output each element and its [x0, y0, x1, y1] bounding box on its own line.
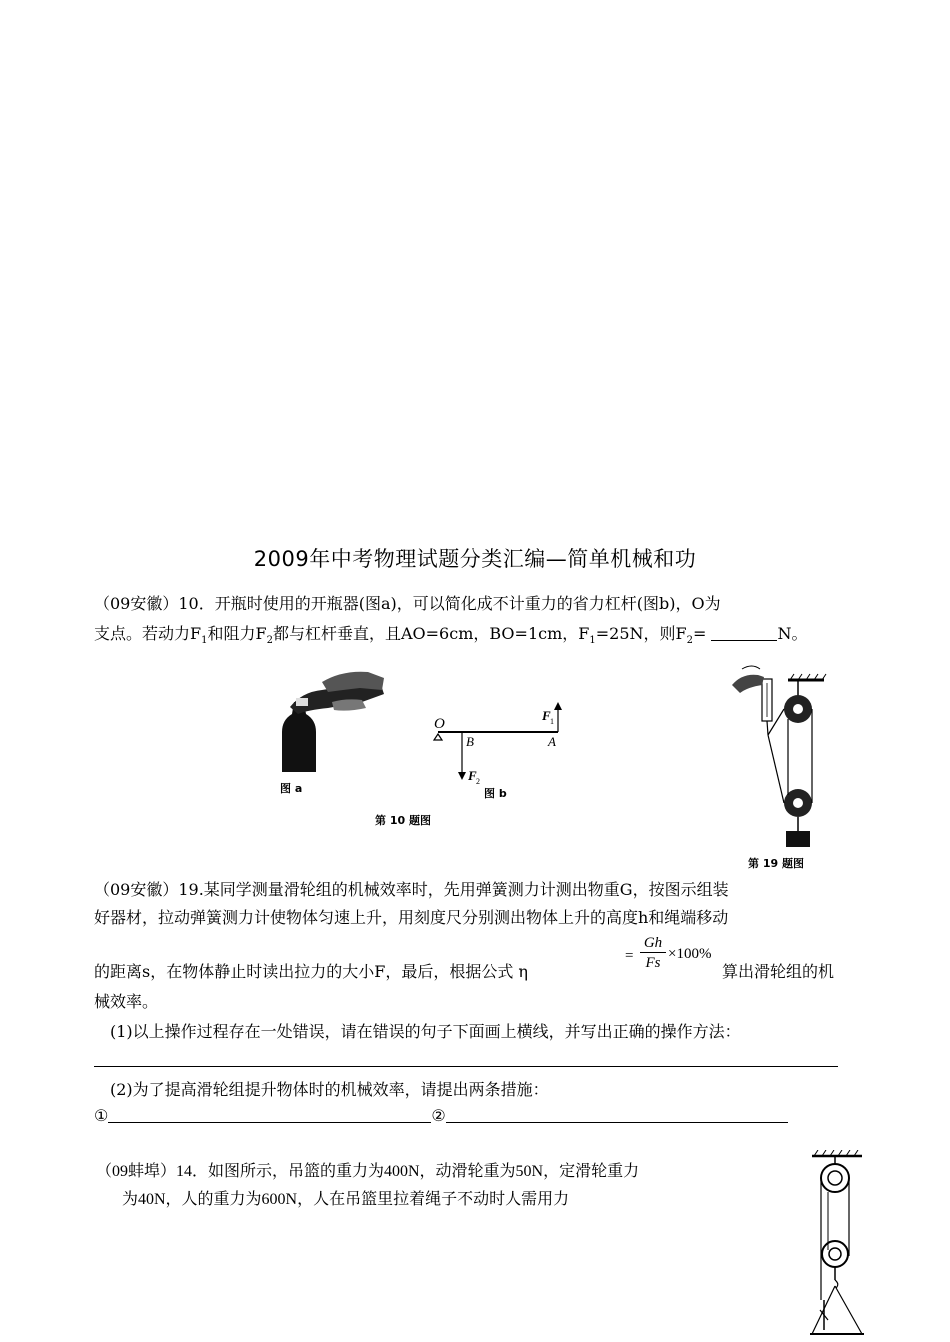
label-O: O — [434, 716, 445, 732]
q19-answer-1[interactable] — [108, 1106, 431, 1123]
label-F2: F — [468, 768, 477, 783]
q19-line4: 械效率。 — [94, 992, 159, 1011]
q19-part1: (1)以上操作过程存在一处错误，请在错误的句子下面画上横线，并写出正确的操作方法： — [110, 1022, 741, 1041]
label-F2-sub: 2 — [476, 777, 480, 786]
fig-b-caption: 图 b — [484, 787, 507, 800]
q10-sub-3: 1 — [589, 635, 596, 647]
q10-line2 — [94, 624, 808, 651]
q10-line2-d: =25N，则F — [595, 624, 687, 643]
page-title: 2009年中考物理试题分类汇编—简单机械和功 — [253, 547, 697, 571]
q14-line2: 为40N，人的重力为600N，人在吊篮里拉着绳子不动时人需用力 — [122, 1191, 570, 1208]
label-F1: F — [542, 708, 551, 723]
q10-sub-2: 2 — [266, 635, 273, 647]
lever-diagram — [430, 700, 570, 800]
bottle-opener-figure — [262, 662, 392, 797]
pulley-system-figure — [728, 655, 828, 873]
q10-line2-e: = — [692, 624, 712, 643]
q19-line1: （09安徽）19.某同学测量滑轮组的机械效率时，先用弹簧测力计测出物重G，按图示组装 — [94, 880, 729, 899]
q10-sub-1: 1 — [201, 635, 208, 647]
q19-part1-answer-line[interactable] — [94, 1066, 838, 1067]
q19-line3-a: 的距离s，在物体静止时读出拉力的大小F，最后，根据公式 η — [94, 962, 528, 981]
q10-line2-c: 都与杠杆垂直，且AO=6cm，BO=1cm，F — [272, 624, 590, 643]
label-B: B — [466, 734, 474, 749]
q10-answer-blank[interactable] — [711, 624, 777, 641]
formula-numerator: Gh — [640, 934, 666, 953]
q19-part2: (2)为了提高滑轮组提升物体时的机械效率，请提出两条措施： — [110, 1080, 549, 1099]
label-F1-sub: 1 — [550, 717, 554, 726]
q19-answer-2[interactable] — [446, 1106, 788, 1123]
basket-pulley-figure — [800, 1150, 870, 1338]
q19-line2: 好器材，拉动弹簧测力计使物体匀速上升，用刻度尺分别测出物体上升的高度h和绳端移动 — [94, 908, 729, 927]
q10-line2-a: 支点。若动力F — [94, 624, 202, 643]
q10-line2-b: 和阻力F — [207, 624, 267, 643]
fig-a-caption: 图 a — [280, 782, 303, 795]
q10-line2-f: N。 — [777, 624, 808, 643]
q14-line1: （09蚌埠）14．如图所示，吊篮的重力为400N，动滑轮重为50N，定滑轮重力 — [96, 1163, 640, 1180]
q19-mark-2: ② — [431, 1106, 446, 1125]
formula-eq: = — [625, 948, 634, 964]
formula-tail: ×100% — [668, 946, 712, 962]
q10-line1: （09安徽）10．开瓶时使用的开瓶器(图a)，可以简化成不计重力的省力杠杆(图b)，O为 — [94, 594, 721, 613]
fig-10-caption: 第 10 题图 — [375, 814, 431, 827]
label-A: A — [548, 734, 556, 749]
q19-answer-row — [94, 1106, 788, 1126]
formula-denominator: Fs — [645, 955, 661, 971]
q10-sub-4: 2 — [686, 635, 693, 647]
q19-line3-b: 算出滑轮组的机 — [722, 962, 835, 981]
q19-mark-1: ① — [94, 1106, 109, 1125]
fig-19-caption: 第 19 题图 — [748, 857, 804, 870]
